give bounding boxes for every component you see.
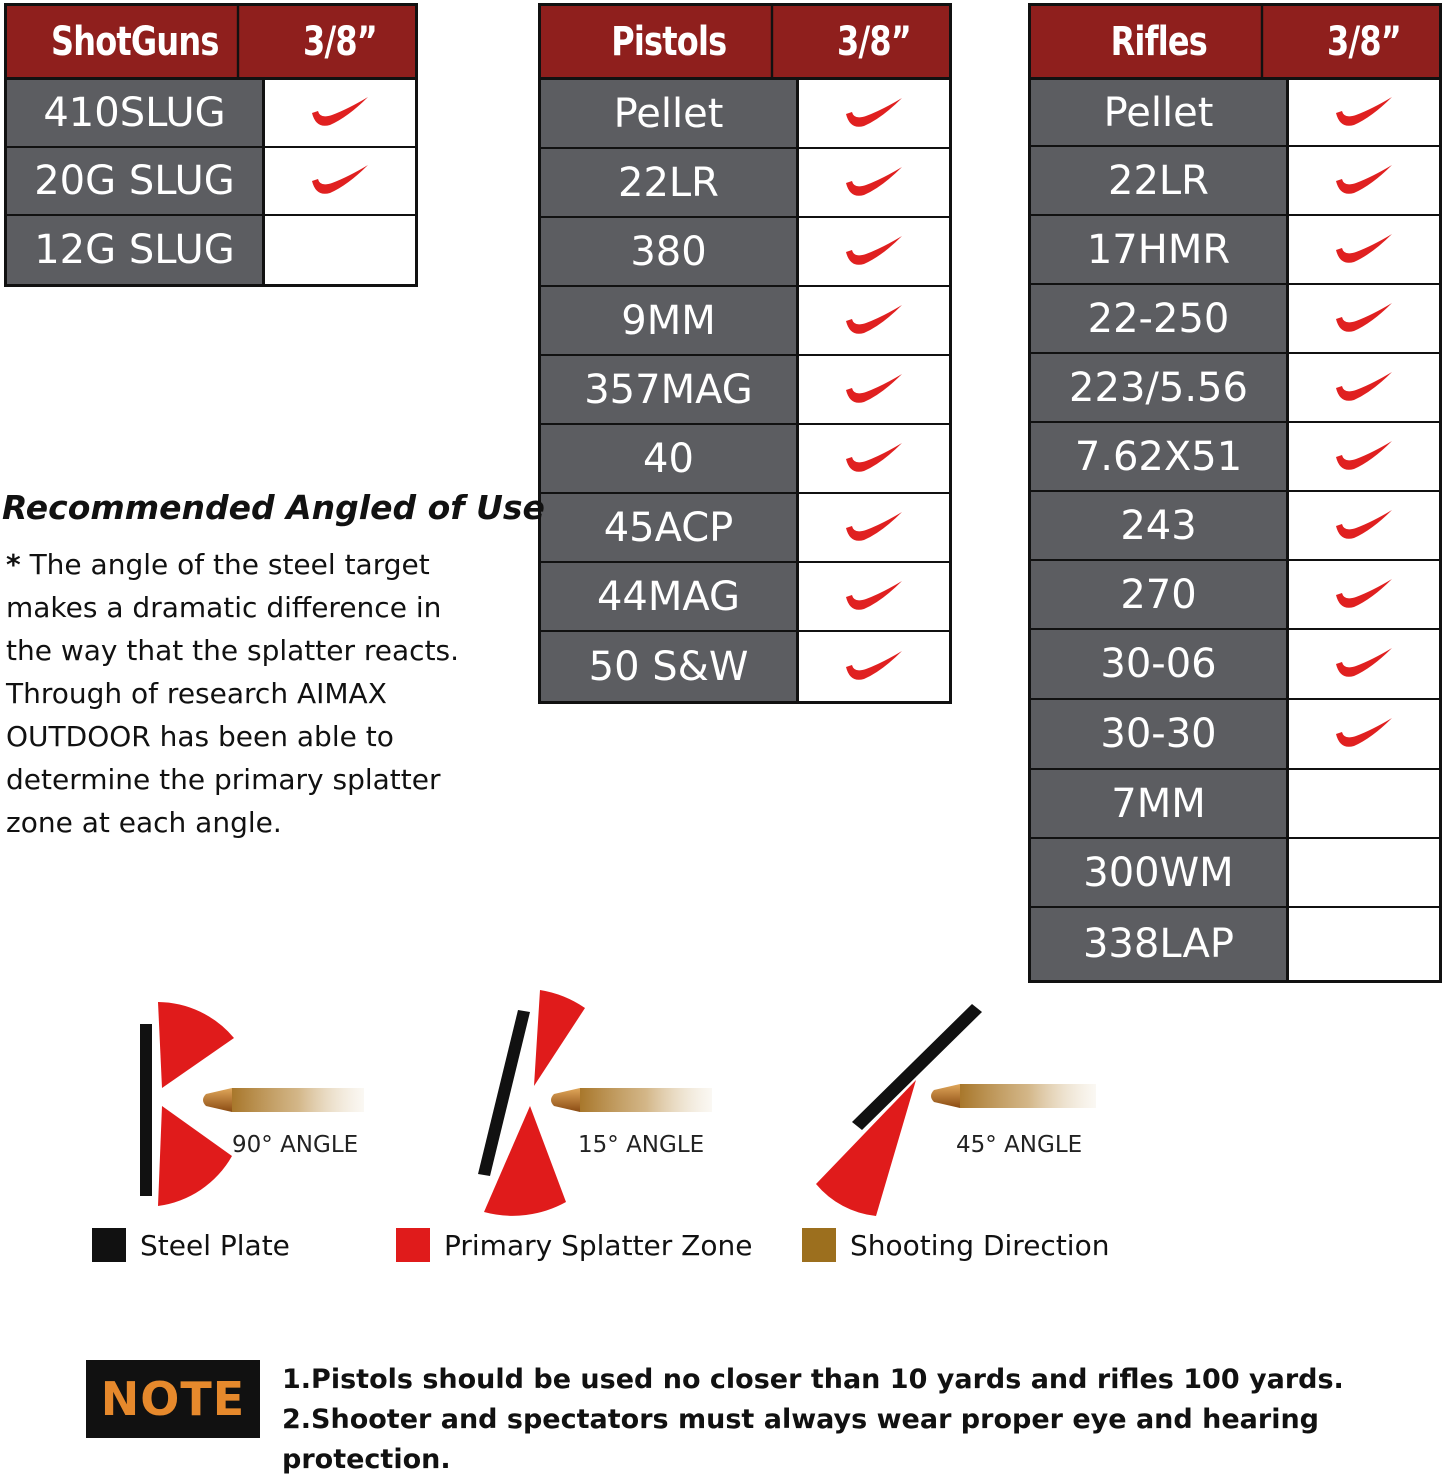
table-header	[541, 6, 949, 80]
angle-diagrams-svg	[0, 980, 1445, 1240]
bullet-icon	[931, 1084, 1096, 1108]
bullet-icon	[203, 1088, 364, 1112]
table-row	[541, 287, 949, 356]
compat-cell	[799, 149, 949, 216]
rifles-table	[1028, 3, 1442, 983]
legend-shooting-direction	[802, 1228, 1109, 1262]
table-row	[541, 632, 949, 701]
note-line: 1.Pistols should be used no closer than 10 yards and rifles 100 yards.	[282, 1364, 1344, 1395]
table-row	[541, 149, 949, 218]
ammo-name: 30-06	[1031, 630, 1289, 698]
table-header-title: ShotGuns	[33, 6, 239, 77]
table-row	[1031, 908, 1439, 980]
check-icon	[308, 161, 372, 201]
ammo-name: 243	[1031, 492, 1289, 559]
table-row	[1031, 147, 1439, 216]
table-header	[7, 6, 415, 80]
ammo-name: 17HMR	[1031, 216, 1289, 283]
table-row	[541, 80, 949, 149]
compat-cell	[265, 80, 415, 146]
compat-cell	[799, 80, 949, 147]
compat-cell	[799, 632, 949, 701]
bullet-icon	[551, 1088, 712, 1112]
ammo-name: 12G SLUG	[7, 216, 265, 284]
compat-cell	[1289, 700, 1439, 768]
table-row	[1031, 492, 1439, 561]
compat-cell	[1289, 908, 1439, 980]
recommended-line: * The angle of the steel target	[6, 548, 430, 581]
table-row	[541, 356, 949, 425]
compat-cell	[799, 218, 949, 285]
diagram-45	[816, 1004, 1096, 1216]
compat-cell	[1289, 423, 1439, 490]
compat-cell	[799, 287, 949, 354]
ammo-name: 50 S&W	[541, 632, 799, 701]
ammo-name: 45ACP	[541, 494, 799, 561]
recommended-line: zone at each angle.	[6, 806, 282, 839]
splatter-zone-top-15	[534, 990, 585, 1086]
check-icon	[1332, 368, 1396, 408]
check-icon	[842, 301, 906, 341]
splatter-zone-swatch	[396, 1228, 430, 1262]
check-icon	[1332, 506, 1396, 546]
compat-cell	[265, 148, 415, 214]
steel-plate-swatch	[92, 1228, 126, 1262]
table-header	[1031, 6, 1439, 80]
ammo-name: 300WM	[1031, 839, 1289, 906]
recommended-text	[6, 543, 486, 844]
compat-cell	[1289, 285, 1439, 352]
compat-cell	[1289, 216, 1439, 283]
check-icon	[1332, 437, 1396, 477]
recommended-line: the way that the splatter reacts.	[6, 634, 460, 667]
star-mark: *	[6, 548, 21, 581]
check-icon	[1332, 714, 1396, 754]
ammo-name: 20G SLUG	[7, 148, 265, 214]
ammo-name: 22LR	[1031, 147, 1289, 214]
steel-plate-45	[852, 1004, 982, 1130]
ammo-name: 223/5.56	[1031, 354, 1289, 421]
table-row	[1031, 80, 1439, 147]
check-icon	[842, 577, 906, 617]
table-row	[1031, 700, 1439, 770]
ammo-name: 22LR	[541, 149, 799, 216]
table-row	[1031, 354, 1439, 423]
recommended-line: makes a dramatic difference in	[6, 591, 442, 624]
check-icon	[842, 370, 906, 410]
check-icon	[842, 439, 906, 479]
ammo-name: 380	[541, 218, 799, 285]
ammo-name: 270	[1031, 561, 1289, 628]
check-icon	[1332, 93, 1396, 133]
table-header-title: Pistols	[567, 6, 773, 77]
compat-cell	[1289, 630, 1439, 698]
compat-cell	[799, 356, 949, 423]
ammo-name: Pellet	[1031, 80, 1289, 145]
diagram-90	[140, 1002, 364, 1206]
table-row	[1031, 630, 1439, 700]
compat-cell	[1289, 492, 1439, 559]
table-row	[1031, 285, 1439, 354]
table-header-size: 3/8”	[836, 18, 912, 65]
compat-cell	[1289, 839, 1439, 906]
legend-steel-plate	[92, 1228, 290, 1262]
check-icon	[842, 508, 906, 548]
check-icon	[1332, 644, 1396, 684]
compat-cell	[265, 216, 415, 284]
check-icon	[842, 232, 906, 272]
legend-splatter-zone	[396, 1228, 752, 1262]
diagram-15	[478, 990, 712, 1216]
splatter-zone-top-90	[158, 1002, 234, 1088]
table-row	[541, 563, 949, 632]
ammo-name: 9MM	[541, 287, 799, 354]
ammo-name: 338LAP	[1031, 908, 1289, 980]
check-icon	[1332, 299, 1396, 339]
legend-label: Primary Splatter Zone	[444, 1228, 753, 1262]
compat-cell	[799, 425, 949, 492]
note-badge: NOTE	[86, 1360, 260, 1438]
check-icon	[308, 93, 372, 133]
table-header-size: 3/8”	[1326, 18, 1402, 65]
splatter-zone-45	[816, 1080, 916, 1216]
angle-label-45: 45° ANGLE	[956, 1132, 1083, 1158]
check-icon	[842, 647, 906, 687]
compat-cell	[1289, 354, 1439, 421]
check-icon	[1332, 230, 1396, 270]
ammo-name: 410SLUG	[7, 80, 265, 146]
pistols-table	[538, 3, 952, 704]
note-line: 2.Shooter and spectators must always wear proper eye and hearing protection.	[282, 1404, 1320, 1475]
table-row	[7, 216, 415, 284]
shooting-direction-swatch	[802, 1228, 836, 1262]
table-row	[1031, 423, 1439, 492]
ammo-name: 357MAG	[541, 356, 799, 423]
check-icon	[1332, 575, 1396, 615]
ammo-name: 22-250	[1031, 285, 1289, 352]
table-header-title: Rifles	[1057, 6, 1263, 77]
recommended-title: Recommended Angled of Use	[2, 488, 545, 527]
splatter-zone-bottom-90	[158, 1106, 232, 1206]
check-icon	[842, 163, 906, 203]
legend-label: Steel Plate	[140, 1228, 290, 1262]
check-icon	[1332, 161, 1396, 201]
compat-cell	[1289, 770, 1439, 837]
ammo-name: 30-30	[1031, 700, 1289, 768]
table-row	[1031, 770, 1439, 839]
compat-cell	[1289, 80, 1439, 145]
table-row	[541, 425, 949, 494]
recommended-line: determine the primary splatter	[6, 763, 441, 796]
table-row	[541, 218, 949, 287]
recommended-line: Through of research AIMAX	[6, 677, 387, 710]
compat-cell	[1289, 561, 1439, 628]
ammo-name: 7.62X51	[1031, 423, 1289, 490]
ammo-name: Pellet	[541, 80, 799, 147]
angle-label-15: 15° ANGLE	[578, 1132, 705, 1158]
table-row	[1031, 839, 1439, 908]
legend-label: Shooting Direction	[850, 1228, 1110, 1262]
steel-plate-90	[140, 1024, 152, 1196]
note-text	[282, 1360, 1445, 1480]
table-row	[7, 80, 415, 148]
compat-cell	[799, 494, 949, 561]
table-row	[1031, 216, 1439, 285]
compat-cell	[799, 563, 949, 630]
table-header-size: 3/8”	[302, 18, 378, 65]
ammo-name: 44MAG	[541, 563, 799, 630]
ammo-name: 40	[541, 425, 799, 492]
table-row	[541, 494, 949, 563]
compat-cell	[1289, 147, 1439, 214]
table-row	[1031, 561, 1439, 630]
angle-label-90: 90° ANGLE	[232, 1132, 359, 1158]
table-row	[7, 148, 415, 216]
shotguns-table	[4, 3, 418, 287]
check-icon	[842, 94, 906, 134]
recommended-line: OUTDOOR has been able to	[6, 720, 394, 753]
angle-diagrams	[0, 980, 1445, 1240]
ammo-name: 7MM	[1031, 770, 1289, 837]
